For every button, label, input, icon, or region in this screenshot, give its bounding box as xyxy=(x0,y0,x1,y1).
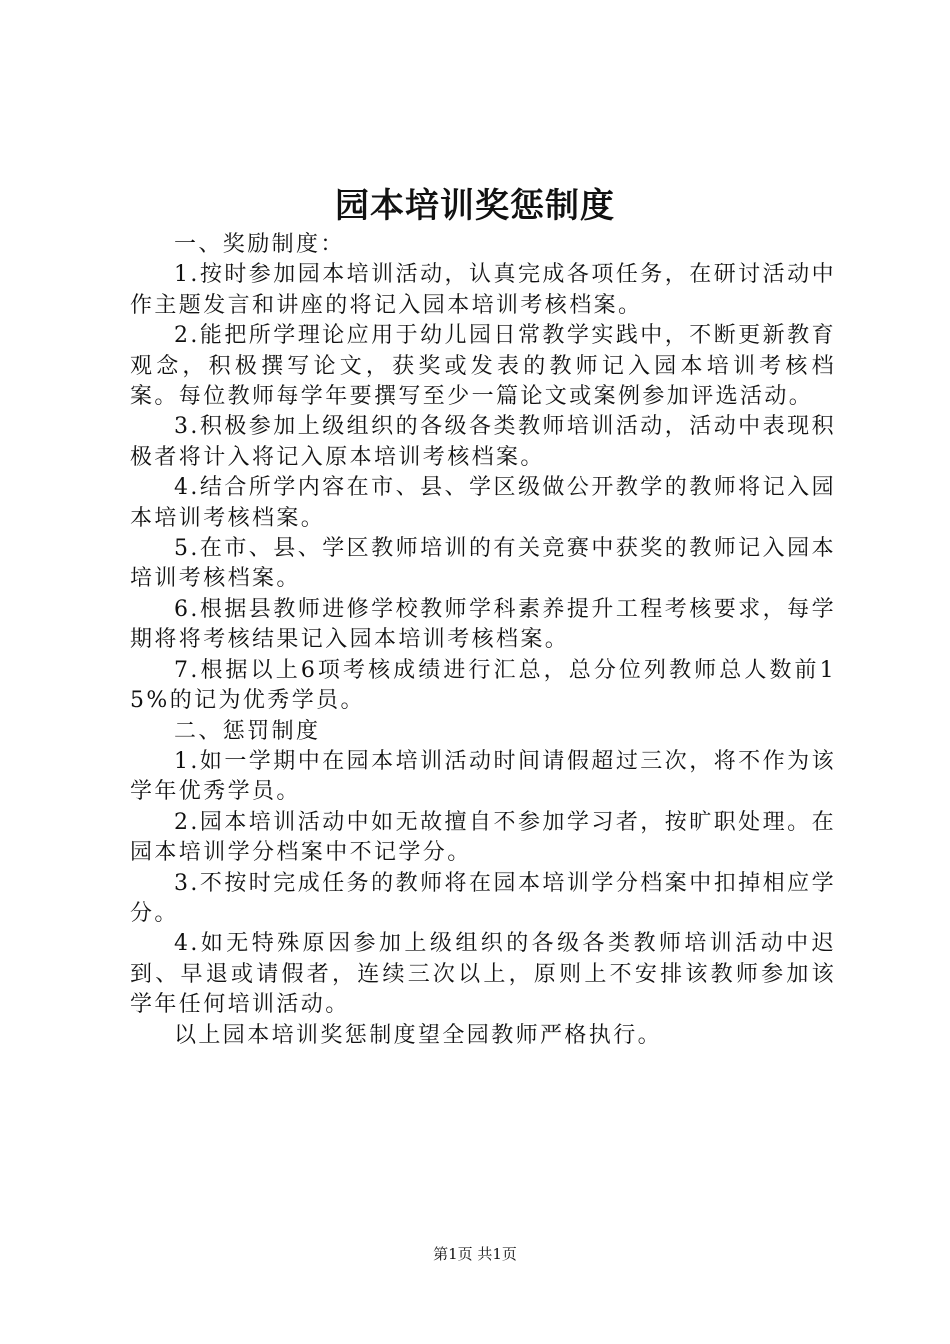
penalty-item-3: 3.不按时完成任务的教师将在园本培训学分档案中扣掉相应学分。 xyxy=(130,870,836,926)
reward-item-5: 5.在市、县、学区教师培训的有关竞赛中获奖的教师记入园本培训考核档案。 xyxy=(130,536,836,592)
section-heading-rewards: 一、奖励制度： xyxy=(174,232,345,257)
reward-item-4: 4.结合所学内容在市、县、学区级做公开教学的教师将记入园本培训考核档案。 xyxy=(130,475,836,531)
reward-item-6: 6.根据县教师进修学校教师学科素养提升工程考核要求，每学期将将考核结果记入园本培训考核档案。 xyxy=(130,596,836,653)
closing-statement: 以上园本培训奖惩制度望全园教师严格执行。 xyxy=(174,1022,663,1048)
penalty-item-2: 2.园本培训活动中如无故擅自不参加学习者，按旷职处理。在园本培训学分档案中不记学分。 xyxy=(130,809,836,866)
reward-item-3: 3.积极参加上级组织的各级各类教师培训活动，活动中表现积极者将计入将记入原本培训考核档案。 xyxy=(130,414,836,470)
page-footer: 第1页 共1页 xyxy=(433,1245,517,1263)
reward-item-2: 2.能把所学理论应用于幼儿园日常教学实践中，不断更新教育观念，积极撰写论文，获奖或发表的教师记入园本培训考核档案。每位教师每学年要撰写至少一篇论文或案例参加评选活动。 xyxy=(130,323,836,410)
document-body xyxy=(130,230,836,1051)
reward-item-1: 1.按时参加园本培训活动，认真完成各项任务，在研讨活动中作主题发言和讲座的将记入园本培训考核档案。 xyxy=(130,262,836,318)
penalty-item-1: 1.如一学期中在园本培训活动时间请假超过三次，将不作为该学年优秀学员。 xyxy=(130,748,836,805)
reward-item-7: 7.根据以上6项考核成绩进行汇总，总分位列教师总人数前15%的记为优秀学员。 xyxy=(130,657,836,714)
section-heading-penalties: 二、惩罚制度 xyxy=(174,718,321,744)
document-title: 园本培训奖惩制度 xyxy=(335,186,615,226)
penalty-item-4: 4.如无特殊原因参加上级组织的各级各类教师培训活动中迟到、早退或请假者，连续三次以上，原则上不安排该教师参加该学年任何培训活动。 xyxy=(130,931,836,1018)
